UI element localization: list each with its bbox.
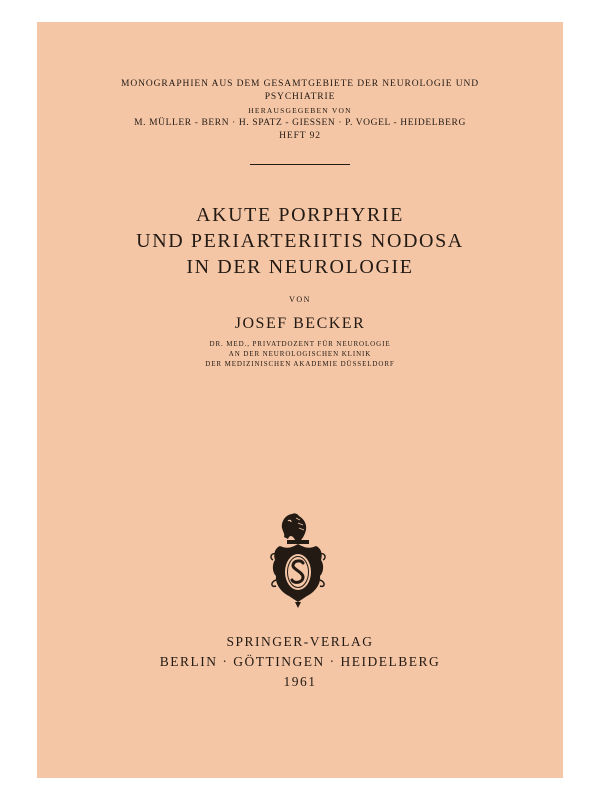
author-name: JOSEF BECKER bbox=[234, 315, 366, 332]
series-title-line-1: MONOGRAPHIEN AUS DEM GESAMTGEBIETE DER NEUROLOGIE UND bbox=[120, 79, 480, 89]
editors: M. MÜLLER - BERN · H. SPATZ - GIESSEN · P. VOGEL - HEIDELBERG bbox=[134, 118, 466, 128]
title-line-1: AKUTE PORPHYRIE bbox=[196, 204, 404, 226]
publisher-name: SPRINGER-VERLAG bbox=[226, 634, 374, 649]
publisher-cities: BERLIN · GÖTTINGEN · HEIDELBERG bbox=[159, 654, 441, 669]
editors-label: HERAUSGEGEBEN VON bbox=[248, 106, 352, 115]
publisher-block bbox=[37, 632, 563, 692]
author-affiliation bbox=[37, 339, 563, 369]
by-label: VON bbox=[289, 295, 311, 304]
affiliation-line-2: AN DER NEUROLOGISCHEN KLINIK bbox=[228, 350, 372, 358]
issue-number: HEFT 92 bbox=[279, 131, 321, 141]
book-cover bbox=[37, 22, 563, 778]
book-title bbox=[37, 202, 563, 280]
divider-rule bbox=[250, 164, 350, 165]
series-title-line-2: PSYCHIATRIE bbox=[264, 92, 336, 102]
series-header bbox=[37, 78, 563, 143]
title-line-3: IN DER NEUROLOGIE bbox=[186, 256, 414, 278]
affiliation-line-1: DR. MED., PRIVATDOZENT FÜR NEUROLOGIE bbox=[209, 340, 391, 348]
title-line-2: UND PERIARTERIITIS NODOSA bbox=[136, 230, 464, 252]
affiliation-line-3: DER MEDIZINISCHEN AKADEMIE DÜSSELDORF bbox=[205, 360, 395, 368]
publication-year: 1961 bbox=[283, 674, 317, 689]
springer-chess-knight-emblem-icon bbox=[263, 510, 333, 610]
